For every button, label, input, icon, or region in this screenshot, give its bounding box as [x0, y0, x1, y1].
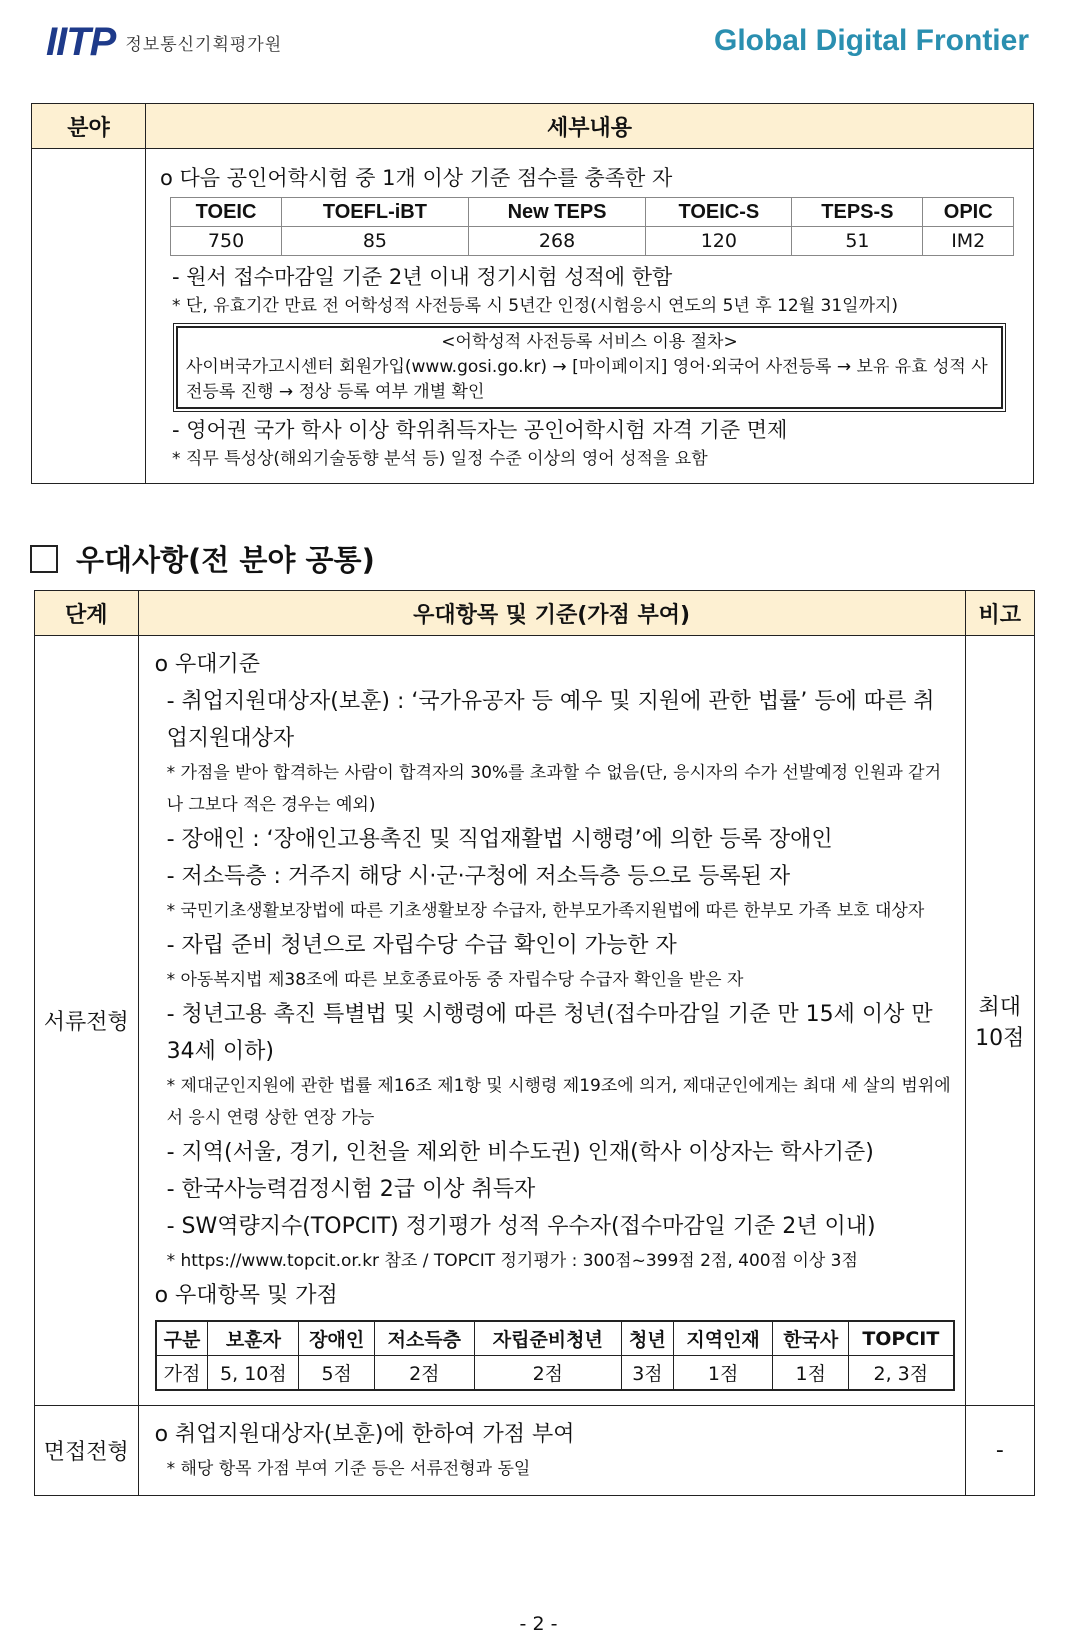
validity-line: - 원서 접수마감일 기준 2년 이내 정기시험 성적에 한함: [172, 265, 673, 289]
document-stage-content: [138, 636, 965, 1406]
score-value-cell: 51: [792, 227, 923, 256]
score-value-cell: 268: [468, 227, 646, 256]
exemption-line: - 영어권 국가 학사 이상 학위취득자는 공인어학시험 자격 기준 면제: [172, 418, 788, 442]
brand-slogan: Global Digital Frontier: [713, 24, 1029, 57]
score-value-cell: 750: [171, 227, 282, 256]
points-value-cell: 5점: [299, 1356, 375, 1391]
points-header-cell: 보훈자: [208, 1321, 299, 1356]
score-header-cell: TOEIC: [171, 198, 282, 227]
points-value-cell: 1점: [773, 1356, 849, 1391]
detail-header: 세부내용: [146, 104, 1034, 149]
points-header-cell: 저소득층: [375, 1321, 475, 1356]
field-cell: [32, 149, 146, 484]
points-header-cell: 장애인: [299, 1321, 375, 1356]
procedure-box: [176, 326, 1003, 409]
preference-table: [34, 590, 1035, 1496]
page-number: - 2 -: [519, 1613, 558, 1635]
interview-note: * 해당 항목 가점 부여 기준 등은 서류전형과 동일: [166, 1459, 531, 1479]
score-header-cell: New TEPS: [468, 198, 646, 227]
score-value-cell: 120: [646, 227, 792, 256]
preference-item: - 장애인 : ‘장애인고용촉진 및 직업재활법 시행령’에 의한 등록 장애인: [166, 827, 833, 852]
interview-line: o 취업지원대상자(보훈)에 한하여 가점 부여: [154, 1422, 575, 1447]
iitp-logo: [46, 22, 282, 62]
preference-item: - 지역(서울, 경기, 인천을 제외한 비수도권) 인재(학사 이상자는 학사기준): [166, 1140, 874, 1165]
note-document: 최대 10점: [965, 636, 1034, 1406]
points-header-cell: 구분: [156, 1321, 208, 1356]
points-header-cell: 자립준비청년: [474, 1321, 621, 1356]
preference-item: - SW역량지수(TOPCIT) 정기평가 성적 우수자(접수마감일 기준 2년 이내): [166, 1214, 876, 1239]
preference-item: * 아동복지법 제38조에 따른 보호종료아동 중 자립수당 수급자 확인을 받은 자: [166, 970, 744, 990]
procedure-title: <어학성적 사전등록 서비스 이용 절차>: [441, 332, 738, 352]
score-header-cell: TOEFL-iBT: [282, 198, 469, 227]
score-value-cell: 85: [282, 227, 469, 256]
preference-item: * 국민기초생활보장법에 따른 기초생활보장 수급자, 한부모가족지원법에 따른 한부모 가족 보호 대상자: [166, 901, 925, 921]
score-header-cell: TOEIC-S: [646, 198, 792, 227]
logo-mark: IITP: [46, 20, 116, 64]
points-value-cell: 1점: [673, 1356, 773, 1391]
preference-item: - 취업지원대상자(보훈) : ‘국가유공자 등 예우 및 지원에 관한 법률’ 등에 따른 취업지원대상자: [166, 689, 935, 751]
language-intro: o 다음 공인어학시험 중 1개 이상 기준 점수를 충족한 자: [160, 166, 673, 190]
preference-item: o 우대항목 및 가점: [154, 1283, 338, 1308]
score-table: [170, 197, 1014, 256]
stage-header: 단계: [35, 591, 139, 636]
points-header-cell: 청년: [622, 1321, 674, 1356]
points-value-cell: 2점: [375, 1356, 475, 1391]
preference-item: - 청년고용 촉진 특별법 및 시행령에 따른 청년(접수마감일 기준 만 15세 이상 만34세 이하): [166, 1002, 933, 1064]
points-value-cell: 2점: [474, 1356, 621, 1391]
preference-item: - 자립 준비 청년으로 자립수당 수급 확인이 가능한 자: [166, 933, 677, 958]
stage-interview: 면접전형: [35, 1406, 139, 1496]
points-table: [155, 1320, 955, 1391]
score-value-cell: IM2: [923, 227, 1014, 256]
preference-item: o 우대기준: [154, 652, 261, 677]
preference-item: * https://www.topcit.or.kr 참조 / TOPCIT 정기평가 : 300점~399점 2점, 400점 이상 3점: [166, 1251, 858, 1271]
points-header-cell: 한국사: [773, 1321, 849, 1356]
preference-item: - 저소득층 : 거주지 해당 시·군·구청에 저소득층 등으로 등록된 자: [166, 864, 791, 889]
validity-note: * 단, 유효기간 만료 전 어학성적 사전등록 시 5년간 인정(시험응시 연도의 5년 후 12월 31일까지): [172, 296, 899, 316]
preference-section-title: [30, 538, 375, 579]
note-header: 비고: [965, 591, 1034, 636]
section-title-text: 우대사항(전 분야 공통): [76, 543, 375, 577]
exemption-note: * 직무 특성상(해외기술동향 분석 등) 일정 수준 이상의 영어 성적을 요함: [172, 449, 708, 469]
procedure-body: 사이버국가고시센터 회원가입(www.gosi.go.kr) → [마이페이지] 영어·외국어 사전등록 → 보유 유효 성적 사전등록 진행 → 정상 등록 여부 개별 확인: [186, 357, 988, 402]
points-value-cell: 3점: [622, 1356, 674, 1391]
points-value-cell: 5, 10점: [208, 1356, 299, 1391]
detail-cell: [146, 149, 1034, 484]
score-header-cell: TEPS-S: [792, 198, 923, 227]
language-requirement-table: [31, 103, 1034, 484]
content-header: 우대항목 및 기준(가점 부여): [138, 591, 965, 636]
score-header-cell: OPIC: [923, 198, 1014, 227]
preference-item: - 한국사능력검정시험 2급 이상 취득자: [166, 1177, 536, 1202]
points-value-cell: 2, 3점: [849, 1356, 954, 1391]
checkbox-square-icon: [30, 545, 58, 573]
preference-item: * 제대군인지원에 관한 법률 제16조 제1항 및 시행령 제19조에 의거, 제대군인에게는 최대 세 살의 범위에서 응시 연령 상한 연장 가능: [166, 1076, 951, 1128]
points-header-cell: 지역인재: [673, 1321, 773, 1356]
field-header: 분야: [32, 104, 146, 149]
note-interview: -: [965, 1406, 1034, 1496]
stage-document: 서류전형: [35, 636, 139, 1406]
interview-stage-content: [138, 1406, 965, 1496]
preference-item: * 가점을 받아 합격하는 사람이 합격자의 30%를 초과할 수 없음(단, 응시자의 수가 선발예정 인원과 같거나 그보다 적은 경우는 예외): [166, 763, 942, 815]
logo-text: 정보통신기획평가원: [125, 34, 283, 55]
points-value-cell: 가점: [156, 1356, 208, 1391]
points-header-cell: TOPCIT: [849, 1321, 954, 1356]
